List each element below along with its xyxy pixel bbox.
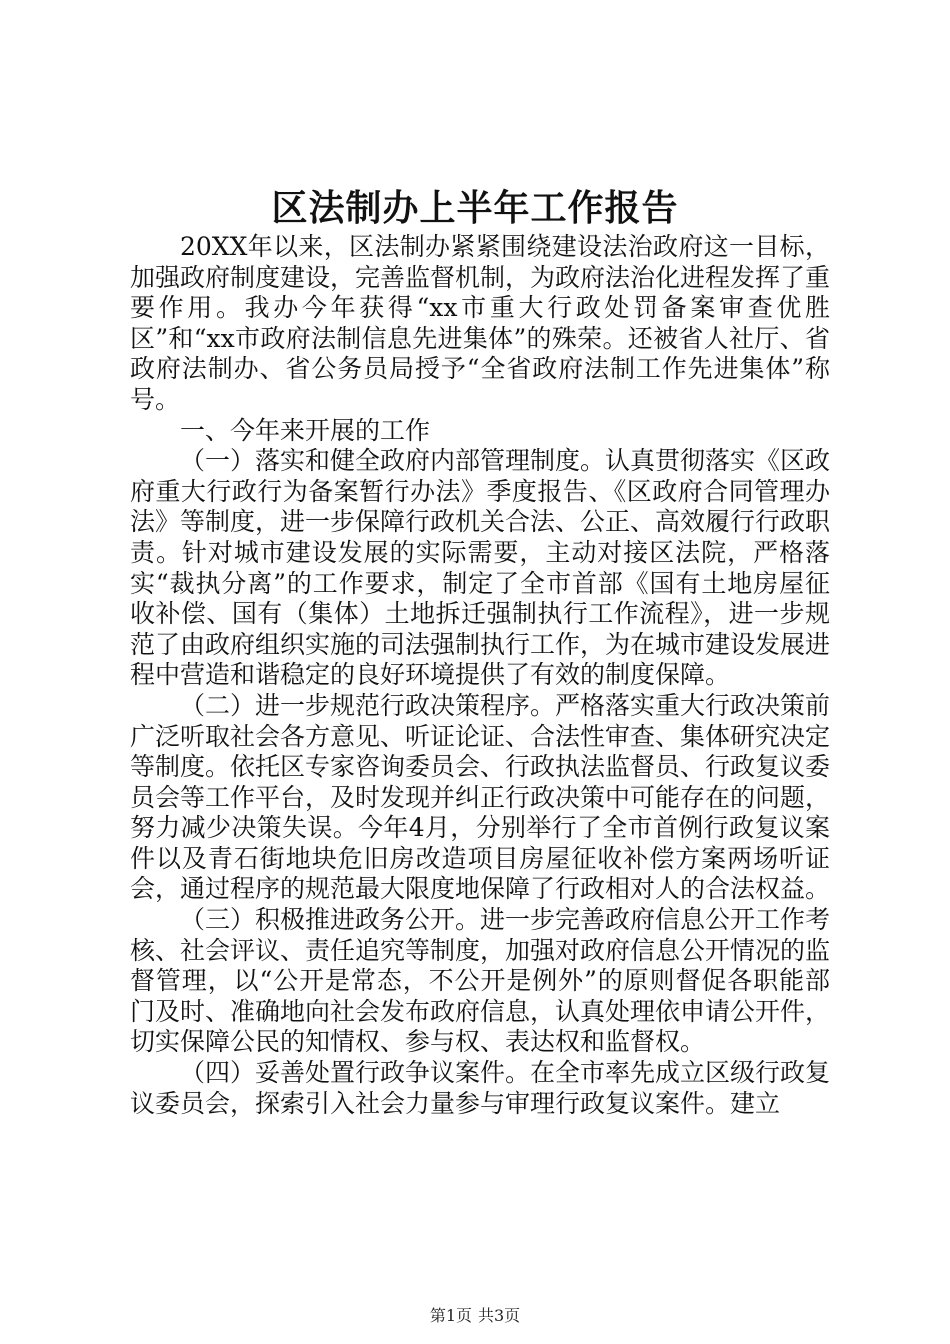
document-body	[130, 232, 830, 1119]
paragraph-item-1: （一）落实和健全政府内部管理制度。认真贯彻落实《区政府重大行政行为备案暂行办法》季度报告、《区政府合同管理办法》等制度，进一步保障行政机关合法、公正、高效履行行政职责。针对城市建设发展的实际需要，主动对接区法院，严格落实“裁执分离”的工作要求，制定了全市首部《国有土地房屋征收补偿、国有（集体）土地拆迁强制执行工作流程》，进一步规范了由政府组织实施的司法强制执行工作，为在城市建设发展进程中营造和谐稳定的良好环境提供了有效的制度保障。	[130, 446, 831, 690]
page-number: 第1页	[429, 1306, 472, 1325]
document-title: 区法制办上半年工作报告	[271, 187, 679, 229]
paragraph-item-2: （二）进一步规范行政决策程序。严格落实重大行政决策前广泛听取社会各方意见、听证论证、合法性审查、集体研究决定等制度。依托区专家咨询委员会、行政执法监督员、行政复议委员会等工作平台，及时发现并纠正行政决策中可能存在的问题，努力减少决策失误。今年4月，分别举行了全市首例行政复议案件以及青石街地块危旧房改造项目房屋征收补偿方案两场听证会，通过程序的规范最大限度地保障了行政相对人的合法权益。	[130, 690, 831, 904]
paragraph-item-4: （四）妥善处置行政争议案件。在全市率先成立区级行政复议委员会，探索引入社会力量参与审理行政复议案件。建立	[130, 1058, 831, 1118]
intro-paragraph: 20XX年以来，区法制办紧紧围绕建设法治政府这一目标，加强政府制度建设，完善监督机制，为政府法治化进程发挥了重要作用。我办今年获得“xx市重大行政处罚备案审查优胜区”和“xx市政府法制信息先进集体”的殊荣。还被省人社厅、省政府法制办、省公务员局授予“全省政府法制工作先进集体”称号。	[130, 232, 831, 414]
section-heading: 一、今年来开展的工作	[180, 415, 431, 445]
page-total: 共3页	[478, 1306, 521, 1325]
paragraph-item-3: （三）积极推进政务公开。进一步完善政府信息公开工作考核、社会评议、责任追究等制度，加强对政府信息公开情况的监督管理，以“公开是常态，不公开是例外”的原则督促各职能部门及时、准确地向社会发布政府信息，认真处理依申请公开件，切实保障公民的知情权、参与权、表达权和监督权。	[130, 905, 831, 1057]
page-footer	[0, 1306, 950, 1326]
